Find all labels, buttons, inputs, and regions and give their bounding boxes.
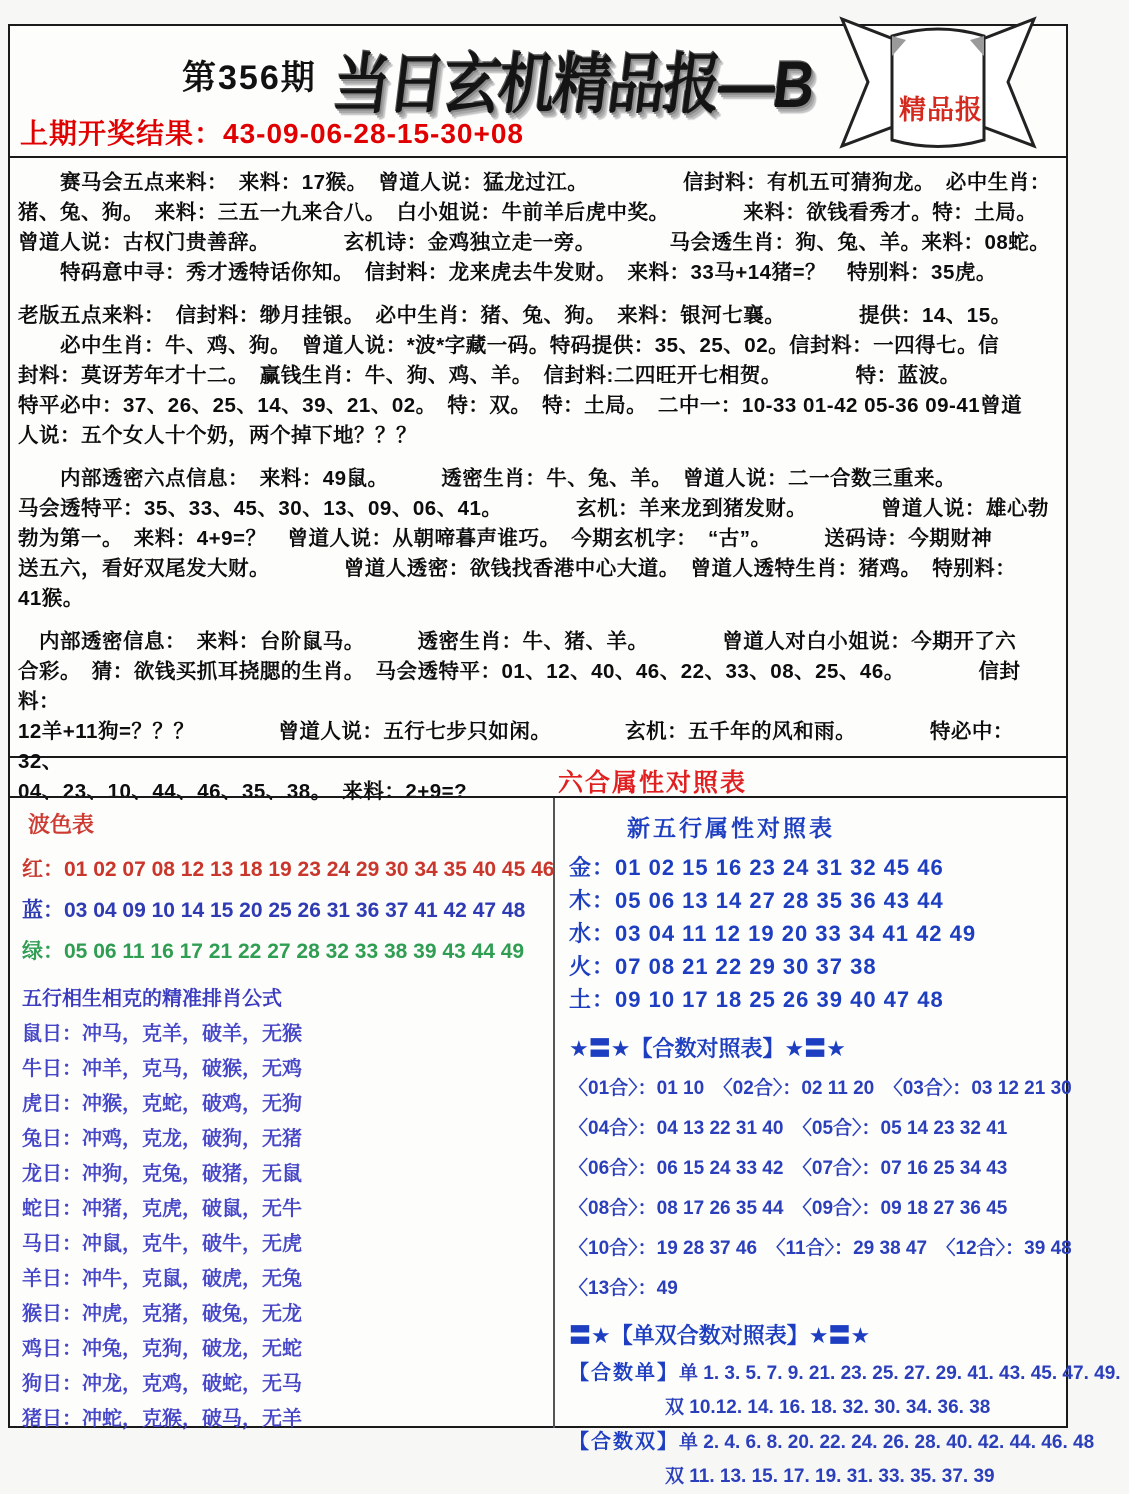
result-label: 上期开奖结果： — [20, 118, 224, 149]
tip-line: 人说：五个女人十个奶，两个掉下地？？？ — [18, 424, 417, 447]
tip-line: 勃为第一。 来料：4+9=？ 曾道人说：从朝啼暮声谁巧。 今期玄机字： “古”。 送码诗：今期财神 — [18, 527, 993, 550]
element-label: 火： — [569, 954, 616, 979]
tip-line: 特平必中：37、26、25、14、39、21、02。 特：双。 特：土局。 二中一：10-33 01-42 05-36 09-41曾道 — [18, 394, 1023, 417]
tip-line: 必中生肖：牛、鸡、狗。 曾道人说：*波*字藏一码。特码提供：35、25、02。信封料：一四得七。信 — [18, 334, 1000, 357]
oddeven-row — [569, 1425, 1121, 1460]
section-title: 六合属性对照表 — [558, 769, 748, 797]
tip-line: 内部透密信息： 来料：台阶鼠马。 透密生肖：牛、猪、羊。 曾道人对白小姐说：今期开了六 — [18, 630, 1017, 653]
element-label: 木： — [569, 888, 616, 913]
sum-table-title: ★〓★【合数对照表】★〓★ — [569, 1036, 846, 1061]
sum-row: 〈01合〉：01 10 〈02合〉：02 11 20 〈03合〉：03 12 21 30 — [569, 1078, 1072, 1099]
tip-line: 04、23、10、44、46、35、38。 来料：2+9=? — [18, 780, 468, 803]
wave-row-red — [22, 849, 555, 890]
element-row — [569, 983, 1121, 1016]
element-row — [569, 851, 1121, 884]
sum-row: 〈08合〉：08 17 26 35 44 〈09合〉：09 18 27 36 45 — [569, 1198, 1008, 1219]
zodiac-row: 兔日：冲鸡，克龙，破狗，无猪 — [22, 1128, 302, 1150]
sum-row: 〈06合〉：06 15 24 33 42 〈07合〉：07 16 25 34 43 — [569, 1158, 1008, 1179]
zodiac-row: 牛日：冲羊，克马，破猴，无鸡 — [22, 1058, 302, 1080]
zodiac-row: 羊日：冲牛，克鼠，破虎，无兔 — [22, 1268, 302, 1290]
page-frame — [8, 24, 1121, 1487]
zodiac-row: 狗日：冲龙，克鸡，破蛇，无马 — [22, 1373, 302, 1395]
tip-line: 曾道人说：古权门贵善辞。 玄机诗：金鸡独立走一旁。 马会透生肖：狗、兔、羊。来料：08蛇。 — [18, 231, 1051, 254]
element-label: 土： — [569, 987, 616, 1012]
oddeven-head: 【合数双】 — [569, 1431, 679, 1453]
wave-label: 绿： — [22, 940, 64, 963]
tip-line: 合彩。 猜：欲钱买抓耳挠腮的生肖。 马会透特平：01、12、40、46、22、33、08、25、46。 信封料： — [18, 660, 1021, 713]
element-row — [569, 917, 1121, 950]
wave-and-zodiac-column — [10, 798, 555, 1428]
element-row — [569, 884, 1121, 917]
element-label: 水： — [569, 921, 616, 946]
wave-label: 蓝： — [22, 899, 64, 922]
oddeven-row — [569, 1356, 1121, 1391]
paper-title: 当日玄机精品报—B — [328, 48, 818, 122]
tips-paragraph — [18, 464, 1058, 614]
zodiac-row: 蛇日：冲猪，克虎，破鼠，无牛 — [22, 1198, 302, 1220]
element-row — [569, 950, 1121, 983]
zodiac-row: 鸡日：冲兔，克狗，破龙，无蛇 — [22, 1338, 302, 1360]
wave-table-title: 波色表 — [28, 812, 95, 837]
result-numbers: 43-09-06-28-15-30+08 — [223, 118, 524, 149]
element-numbers: 01 02 15 16 23 24 31 32 45 46 — [615, 855, 944, 880]
header — [10, 26, 1066, 158]
zodiac-row: 虎日：冲猴，克蛇，破鸡，无狗 — [22, 1093, 302, 1115]
element-label: 金： — [569, 855, 616, 880]
wave-row-green — [22, 931, 543, 972]
tip-line: 老版五点来料： 信封料：缈月挂银。 必中生肖：猪、兔、狗。 来料：银河七襄。 提供：14、15。 — [18, 304, 1012, 327]
element-numbers: 09 10 17 18 25 26 39 40 47 48 — [615, 987, 944, 1012]
tips-paragraph — [18, 168, 1058, 288]
sum-row: 〈04合〉：04 13 22 31 40 〈05合〉：05 14 23 32 41 — [569, 1118, 1008, 1139]
oddeven-row: 双 11. 13. 15. 17. 19. 31. 33. 35. 37. 39 — [665, 1466, 995, 1487]
tip-line: 猪、兔、狗。 来料：三五一九来合八。 白小姐说：牛前羊后虎中奖。 来料：欲钱看秀才。特：土局。 — [18, 201, 1038, 224]
sum-row: 〈13合〉：49 — [569, 1278, 678, 1299]
zodiac-row: 鼠日：冲马，克羊，破羊，无猴 — [22, 1023, 302, 1045]
oddeven-head: 【合数单】 — [569, 1362, 679, 1384]
wave-numbers: 03 04 09 10 14 15 20 25 26 31 36 37 41 42 47 48 — [64, 899, 526, 922]
oddeven-numbers: 单 2. 4. 6. 8. 20. 22. 24. 26. 28. 40. 42. 44. 46. 48 — [679, 1432, 1095, 1453]
zodiac-row: 马日：冲鼠，克牛，破牛，无虎 — [22, 1233, 302, 1255]
zodiac-row: 猪日：冲蛇，克猴，破马，无羊 — [22, 1408, 302, 1430]
tip-line: 内部透密六点信息： 来料：49鼠。 透密生肖：牛、兔、羊。 曾道人说：二一合数三重来。 — [18, 467, 957, 490]
wave-row-blue — [22, 890, 543, 931]
section-heading-row — [10, 758, 1066, 798]
sum-row: 〈10合〉：19 28 37 46 〈11合〉：29 38 47 〈12合〉：39 48 — [569, 1238, 1072, 1259]
tip-line: 马会透特平：35、33、45、30、13、09、06、41。 玄机：羊来龙到猪发财。 曾道人说：雄心勃 — [18, 497, 1049, 520]
issue-number: 第356期 — [182, 59, 317, 97]
wave-numbers: 01 02 07 08 12 13 18 19 23 24 29 30 34 35 40 45 46 — [64, 858, 555, 881]
wave-numbers: 05 06 11 16 17 21 22 27 28 32 33 38 39 43 44 49 — [64, 940, 525, 963]
reference-tables — [10, 798, 1121, 1487]
oddeven-table-title: 〓★【单双合数对照表】★〓★ — [569, 1323, 871, 1348]
tip-line: 41猴。 — [18, 587, 84, 610]
element-numbers: 03 04 11 12 19 20 33 34 41 42 49 — [615, 921, 977, 946]
last-draw-result — [20, 112, 524, 152]
ribbon-badge — [838, 12, 1038, 154]
oddeven-row: 双 10.12. 14. 16. 18. 32. 30. 34. 36. 38 — [665, 1397, 991, 1418]
oddeven-numbers: 单 1. 3. 5. 7. 9. 21. 23. 25. 27. 29. 41. 43. 45. 47. 49. — [679, 1363, 1121, 1384]
tip-line: 赛马会五点来料： 来料：17猴。 曾道人说：猛龙过江。 信封料：有机五可猜狗龙。 必中生肖： — [18, 171, 1051, 194]
tip-line: 特码意中寻：秀才透特话你知。 信封料：龙来虎去牛发财。 来料：33马+14猪=？ 特别料：35虎。 — [18, 261, 997, 284]
five-elements-column — [555, 798, 1129, 1487]
element-numbers: 05 06 13 14 27 28 35 36 43 44 — [615, 888, 944, 913]
zodiac-formula-title: 五行相生相克的精准排肖公式 — [22, 988, 282, 1010]
five-elements-title: 新五行属性对照表 — [627, 815, 835, 841]
badge-text: 精品报 — [899, 95, 983, 125]
tip-line: 送五六，看好双尾发大财。 曾道人透密：欲钱找香港中心大道。 曾道人透特生肖：猪鸡。 特别料： — [18, 557, 1017, 580]
wave-label: 红： — [22, 858, 64, 881]
tip-line: 12羊+11狗=？？？ 曾道人说：五行七步只如闲。 玄机：五千年的风和雨。 特必中：32、 — [18, 720, 1014, 773]
ribbon-icon — [838, 12, 1038, 154]
zodiac-row: 猴日：冲虎，克猪，破兔，无龙 — [22, 1303, 302, 1325]
tip-line: 封料：莫讶芳年才十二。 赢钱生肖：牛、狗、鸡、羊。 信封料:二四旺开七相贺。 特：蓝波。 — [18, 364, 961, 387]
element-numbers: 07 08 21 22 29 30 37 38 — [615, 954, 877, 979]
zodiac-row: 龙日：冲狗，克兔，破猪，无鼠 — [22, 1163, 302, 1185]
tips-paragraph — [18, 301, 1058, 451]
